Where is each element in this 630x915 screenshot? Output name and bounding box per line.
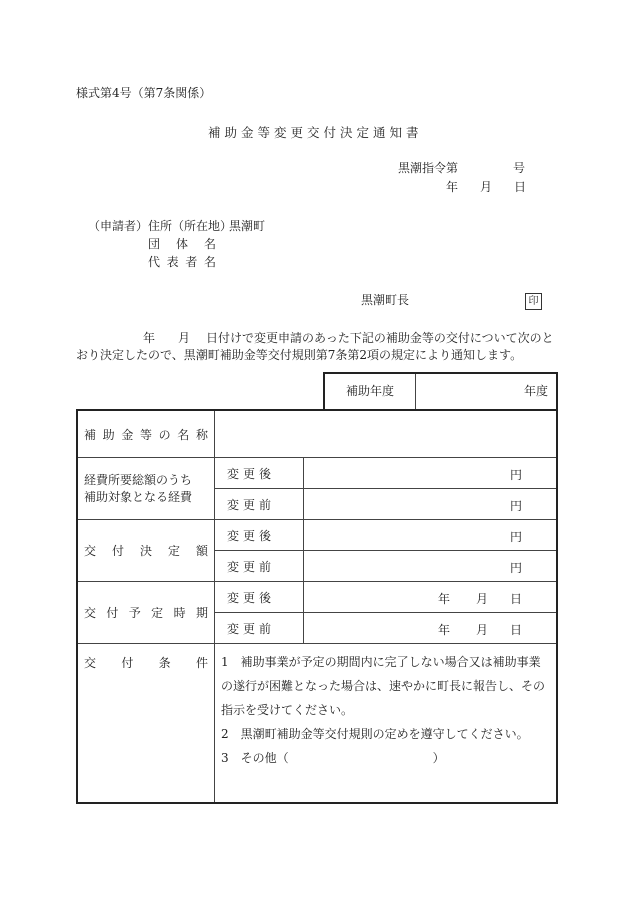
expense-before-value[interactable]: 円	[304, 489, 558, 520]
expense-before-label: 変更前	[215, 489, 304, 520]
condition-item: 3 その他（ ）	[221, 751, 445, 765]
table-row	[77, 410, 557, 458]
schedule-label: 交 付 予 定 時 期	[77, 582, 215, 644]
address-label: 住所（所在地）	[148, 219, 233, 233]
conditions-label: 交 付 条 件	[77, 644, 215, 804]
body-line-2: おり決定したので、黒潮町補助金等交付規則第7条第2項の規定により通知します。	[76, 348, 523, 362]
grant-table	[76, 409, 558, 804]
schedule-before-value[interactable]: 年 月 日	[304, 613, 558, 644]
table-row	[77, 458, 557, 489]
table-row	[77, 520, 557, 551]
expense-label: 経費所要総額のうち 補助対象となる経費	[77, 458, 215, 520]
form-number: 様式第4号（第7条関係）	[76, 86, 212, 100]
applicant-label: （申請者）	[88, 219, 149, 233]
date-year: 年	[446, 180, 459, 194]
table-row	[77, 582, 557, 613]
decision-after-value[interactable]: 円	[304, 520, 558, 551]
date-day: 日	[514, 180, 527, 194]
expense-after-value[interactable]: 円	[304, 458, 558, 489]
grant-name-label: 補 助 金 等 の 名 称	[77, 410, 215, 458]
date-month: 月	[480, 180, 493, 194]
group-name-label: 団 体 名	[148, 237, 216, 251]
schedule-before-label: 変更前	[215, 613, 304, 644]
reference-suffix: 号	[513, 161, 526, 175]
decision-before-label: 変更前	[215, 551, 304, 582]
decision-before-value[interactable]: 円	[304, 551, 558, 582]
expense-after-label: 変更後	[215, 458, 304, 489]
address-value: 黒潮町	[229, 219, 266, 233]
body-line-1: 日付けで変更申請のあった下記の補助金等の交付について次のと	[206, 331, 554, 345]
body-year: 年	[143, 331, 156, 345]
grant-name-value[interactable]	[215, 410, 558, 458]
document-title: 補助金等変更交付決定通知書	[208, 125, 423, 140]
decision-amount-label: 交 付 決 定 額	[77, 520, 215, 582]
representative-name-label: 代 表 者 名	[148, 255, 216, 269]
issuer-title: 黒潮町長	[361, 293, 410, 307]
fiscal-year-suffix: 年度	[523, 384, 548, 398]
seal-mark: 印	[525, 293, 542, 310]
condition-item: 1 補助事業が予定の期間内に完了しない場合又は補助事業の遂行が困難となった場合は、速やかに町長に報告し、その指示を受けてください。	[221, 655, 546, 717]
reference-prefix: 黒潮指令第	[398, 161, 459, 175]
body-month: 月	[178, 331, 191, 345]
fiscal-year-box	[323, 372, 558, 409]
decision-after-label: 変更後	[215, 520, 304, 551]
conditions-value	[215, 644, 558, 804]
table-row	[77, 644, 557, 804]
schedule-after-label: 変更後	[215, 582, 304, 613]
condition-item: 2 黒潮町補助金等交付規則の定めを遵守してください。	[221, 727, 529, 741]
fiscal-year-label: 補助年度	[325, 374, 416, 409]
schedule-after-value[interactable]: 年 月 日	[304, 582, 558, 613]
